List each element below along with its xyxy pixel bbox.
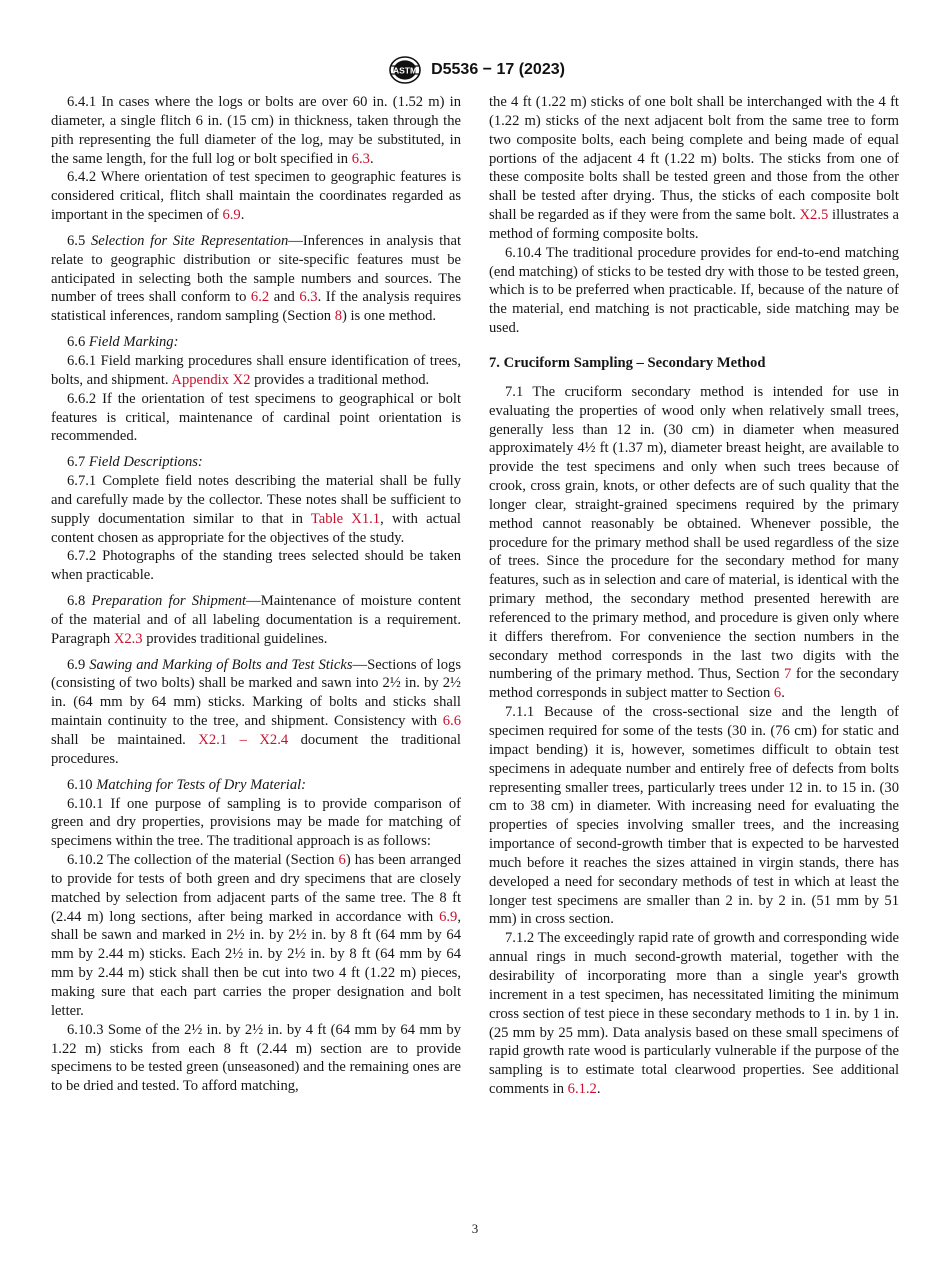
xref-section-7[interactable]: 7 [784, 666, 792, 683]
paragraph-6-10-1: 6.10.1 If one purpose of sampling is to provide comparison of green and dry properties, provisions may be made for matching of specimens within the tree. The traditional approach is as follows: [51, 795, 461, 850]
page-number: 3 [471, 1221, 479, 1236]
paragraph-7-1: 7.1 The cruciform secondary method is intended for use in evaluating the properties of wood only when relatively small trees, generally less than 12 in. (30 cm) in diameter when measured approximately 4½ ft (1.37 m), diameter breast height, are available to provide the test specimens and only when such trees because of crook, cross grain, knots, or other defects are of such quality that the longer clear, straight-grained specimens required by the primary method cannot reasonably be obtained. Whenever possible, the procedure for the primary method shall be used regardless of the size of trees. Since the procedure for the secondary method for many features, such as in selection and care of material, is identical with the primary method, the secondary method presented herewith are referenced to the primary method, and procedure is given only where it differs therefrom. For convenience the section numbers in the secondary method corresponds in the last two digits with the numbering of the primary method. Thus, Section 7 for the secondary method corresponds in subject matter to Section 6. [489, 383, 900, 702]
paragraph-6-9: 6.9 Sawing and Marking of Bolts and Test Sticks—Sections of logs (consisting of two bolts) shall be marked and sawn into 2½ in. by 2½ in. (64 mm by 64 mm) sticks. Marking of bolts and sticks shall maintain continuity to the tree, and shipment. Consistency with 6.6 shall be maintained. X2.1 – X2.4 document the traditional procedures. [51, 656, 461, 767]
paragraph-6-5: 6.5 Selection for Site Representation—Inferences in analysis that relate to geographic distribution or site-specific features must be anticipated in selecting both the sample numbers and sources. The number of trees shall conform to 6.2 and 6.3. If the analysis requires statistical inferences, random sampling (Section 8) is one method. [51, 232, 461, 325]
xref-6-1-2[interactable]: 6.1.2 [567, 1081, 597, 1098]
xref-section-6[interactable]: 6 [773, 685, 782, 702]
paragraph-7-1-1: 7.1.1 Because of the cross-sectional size and the length of specimen required for some of the tests (30 in. (76 cm) for static and impact bending) it is, however, sometimes difficult to obtain test specimens in adequate number and entirely free of defects from bolts representing smaller trees, particularly trees under 12 in. to 15 in. (30 cm to 38 cm) in diameter. With increasing need for evaluating the properties of species involving smaller trees, and the increasing importance of second-growth timber that is expected to be harvested much before it reaches the sizes attained in virgin stands, there has developed a need for secondary methods of test in which at least the longer test specimens are smaller than 2 in. by 2 in. (51 mm by 51 mm) in cross section. [489, 704, 899, 928]
paragraph-6-10-3: 6.10.3 Some of the 2½ in. by 2½ in. by 4 ft (64 mm by 64 mm by 1.22 m) sticks from each 8 ft (2.44 m) section are to provide specimens to be tested green (unseasoned) and the remaining ones are to be dried and tested. To afford matching, [51, 1021, 461, 1095]
paragraph-6-8: 6.8 Preparation for Shipment—Maintenance of moisture content of the material and of all labeling documentation is a requirement. Paragraph X2.3 provides traditional guidelines. [51, 593, 461, 647]
paragraph-6-7-2: 6.7.2 Photographs of the standing trees selected should be taken when practicable. [51, 548, 461, 584]
xref-appendix-x2[interactable]: Appendix X2 [171, 371, 251, 388]
paragraph-6-7-1: 6.7.1 Complete field notes describing the material shall be fully and carefully made by the collector. These notes shall be sufficient to supply documentation similar to that in Table X1.1, with actual content chosen as appropriate for the objectives of the study. [51, 473, 461, 546]
paragraph-6-10: 6.10 Matching for Tests of Dry Material: [67, 776, 307, 793]
paragraph-7-1-2: 7.1.2 The exceedingly rapid rate of growth and corresponding wide annual rings in much second-growth material, together with the desirability of incorporating more than a single year's growth increment in a test specimen, has necessitated limiting the minimum cross section of test piece in these secondary methods to 1 in. by 1 in. (25 mm by 25 mm). Data analysis based on these small specimens of rapid growth rate wood is particularly vulnerable if the purpose of the sampling is to estimate total clearwood properties. See additional comments in 6.1.2. [489, 930, 899, 1098]
heading-6-8: Preparation for Shipment [91, 593, 247, 610]
astm-logo-icon [385, 54, 425, 86]
heading-6-9: Sawing and Marking of Bolts and Test Sticks [89, 656, 353, 673]
xref-x2-5[interactable]: X2.5 [799, 207, 829, 224]
xref-6-3[interactable]: 6.3 [351, 150, 370, 167]
right-column [489, 93, 899, 1099]
xref-6-6[interactable]: 6.6 [442, 713, 461, 730]
xref-section-6[interactable]: 6 [338, 852, 346, 869]
heading-6-7: Field Descriptions: [88, 454, 203, 471]
heading-6-10: Matching for Tests of Dry Material: [96, 776, 307, 793]
paragraph-6-4-1: 6.4.1 In cases where the logs or bolts are over 60 in. (1.52 m) in diameter, a single flitch 6 in. (15 cm) in thickness, taken through the pith representing the full diameter of the log, may be substituted, in the same length, for the full log or bolt specified in 6.3. [51, 94, 461, 167]
left-column [51, 93, 461, 1096]
xref-6-9[interactable]: 6.9 [222, 207, 241, 224]
xref-6-9[interactable]: 6.9 [439, 908, 458, 925]
paragraph-6-7: 6.7 Field Descriptions: [67, 454, 203, 471]
xref-6-2[interactable]: 6.2 [250, 289, 270, 306]
xref-x2-1-x2-4[interactable]: X2.1 – X2.4 [198, 732, 289, 748]
paragraph-6-4-2: 6.4.2 Where orientation of test specimen to geographic features is considered critical, flitch shall maintain the coordinates regarded as important in the specimen of 6.9. [51, 169, 461, 224]
xref-section-8[interactable]: 8 [334, 308, 342, 325]
paragraph-6-6-2: 6.6.2 If the orientation of test specimens to geographical or bolt features is critical, maintenance of cardinal point orientation is recommended. [51, 390, 461, 445]
xref-6-3[interactable]: 6.3 [299, 289, 318, 306]
section-7-heading: 7. Cruciform Sampling – Secondary Method [489, 354, 766, 371]
astm-logo-text: ASTM [393, 65, 418, 76]
xref-x2-3[interactable]: X2.3 [113, 630, 143, 647]
paragraph-6-6: 6.6 Field Marking: [67, 334, 179, 351]
paragraph-6-6-1: 6.6.1 Field marking procedures shall ensure identification of trees, bolts, and shipment. Appendix X2 provides a traditional method. [51, 352, 461, 388]
heading-6-5: Selection for Site Representation [90, 232, 289, 249]
paragraph-6-10-2: 6.10.2 The collection of the material (Section 6) has been arranged to provide for tests of both green and dry specimens that are closely matched by selection from adjacent parts of the same tree. The 8 ft (2.44 m) long sections, after being marked in accordance with 6.9, shall be sawn and marked in 2½ in. by 2½ in. by 8 ft (64 mm by 64 mm by 2.44 m) sticks. Each 2½ in. by 2½ in. by 8 ft (64 mm by 64 mm by 2.44 m) stick shall then be cut into two 4 ft (1.22 m) pieces, making sure that each part carries the proper designation and bolt letter. [51, 852, 461, 1019]
document-designation: D5536 − 17 (2023) [431, 61, 565, 78]
page-header [0, 54, 950, 86]
paragraph-6-10-4: 6.10.4 The traditional procedure provides for end-to-end matching (end matching) of sticks to be tested dry with those to be tested green, which is to be preferred when practicable. If, because of the nature of the material, end matching is not practicable, side matching may be used. [489, 244, 899, 337]
paragraph-6-10-3-continued: the 4 ft (1.22 m) sticks of one bolt shall be interchanged with the 4 ft (1.22 m) sticks of the next adjacent bolt from the same tree to form two composite bolts, each being complete and being made of equal portions of the adjacent 4 ft (1.22 m) bolts. The sticks from one of these composite bolts shall be tested green and those from the other shall be tested after drying. Thus, the sticks of each composite bolt shall be regarded as if they were from the same bolt. X2.5 illustrates a method of forming composite bolts. [489, 94, 899, 242]
xref-table-x1-1[interactable]: Table X1.1 [310, 510, 381, 527]
heading-6-6: Field Marking: [88, 334, 179, 351]
